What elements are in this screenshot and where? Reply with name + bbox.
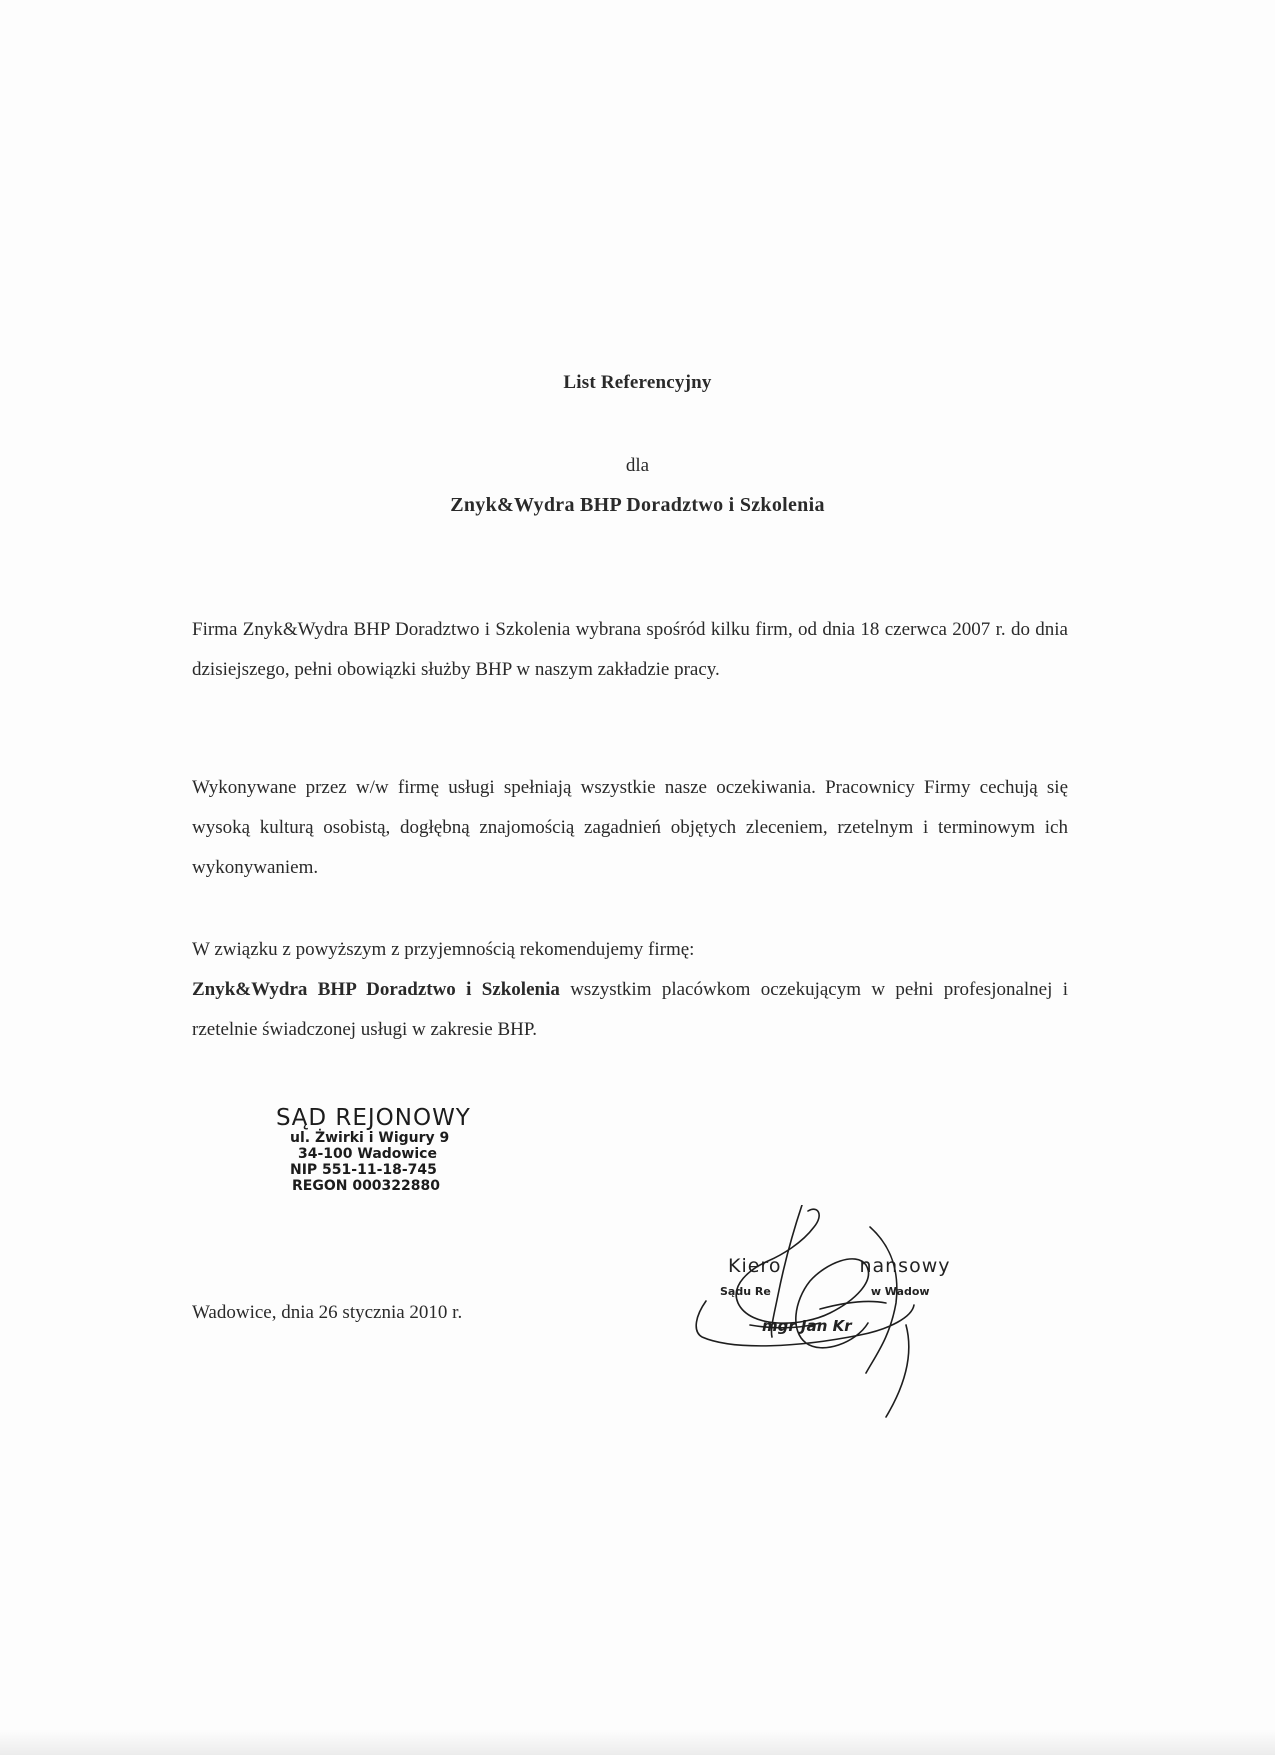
stamp-address: ul. Żwirki i Wigury 9 — [290, 1130, 450, 1146]
recommendation-intro: W związku z powyższym z przyjemnością rekomendujemy firmę: — [192, 939, 695, 960]
handwritten-signature — [690, 1205, 970, 1420]
stamp-title: SĄD REJONOWY — [276, 1105, 471, 1131]
stamp-regon: REGON 000322880 — [292, 1178, 440, 1194]
recommendation-rest: wszystkim placówkom oczekującym w pełni profesjonalnej i rzetelnie świadczonej usługi w zakresie BHP. — [192, 979, 1069, 1040]
signature-stamp-line-1: Kiero nansowy — [728, 1255, 951, 1277]
signature-stamp — [690, 1205, 970, 1420]
paragraph-3 — [192, 930, 1068, 1050]
signature-stamp-line-3: mgr Jan Kr — [762, 1317, 852, 1335]
recommended-company: Znyk&Wydra BHP Doradztwo i Szkolenia — [192, 979, 560, 1000]
document-title: List Referencyjny — [563, 372, 712, 393]
document-subtitle: dla — [625, 455, 650, 476]
recommendation-body — [192, 970, 1068, 1050]
stamp-nip: NIP 551-11-18-745 — [290, 1162, 437, 1178]
company-name-heading: Znyk&Wydra BHP Doradztwo i Szkolenia — [450, 494, 825, 516]
signature-stamp-line-2: Sądu Re w Wadow — [720, 1285, 930, 1298]
stamp-city: 34-100 Wadowice — [298, 1146, 437, 1162]
court-stamp — [270, 1106, 471, 1194]
scan-bottom-edge — [0, 1730, 1275, 1755]
place-and-date: Wadowice, dnia 26 stycznia 2010 r. — [192, 1302, 463, 1323]
paragraph-2: Wykonywane przez w/w firmę usługi spełniają wszystkie nasze oczekiwania. Pracownicy Firmy cechują się wysoką kulturą osobistą, dogłębną znajomością zagadnień objętych zleceniem, rzetelnym i terminowym ich wykonywaniem. — [192, 777, 1068, 878]
paragraph-1: Firma Znyk&Wydra BHP Doradztwo i Szkolenia wybrana spośród kilku firm, od dnia 18 czerwca 2007 r. do dnia dzisiejszego, pełni obowiązki służby BHP w naszym zakładzie pracy. — [192, 619, 1068, 680]
